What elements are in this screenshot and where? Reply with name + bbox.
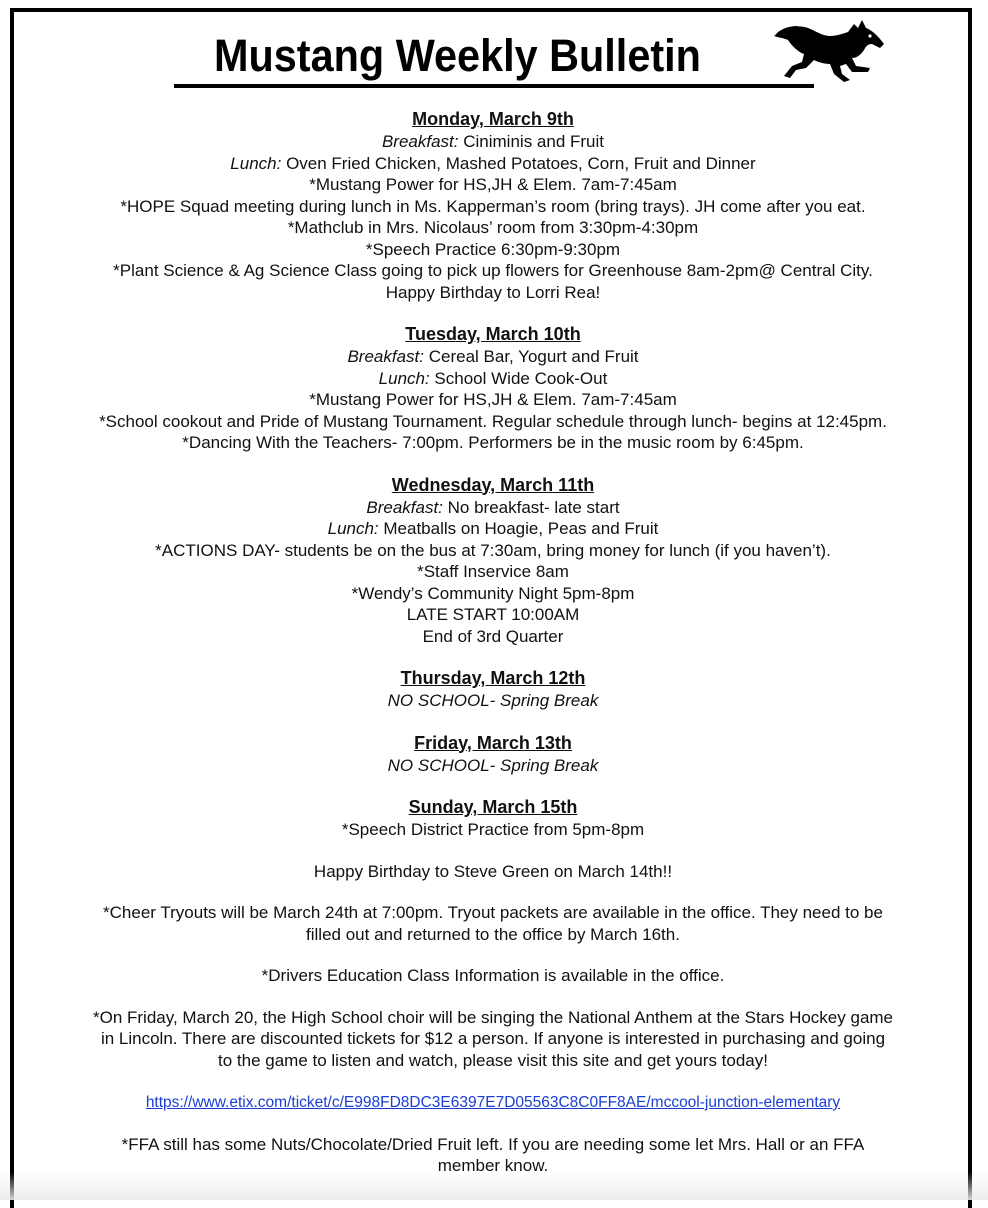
list-item: *Speech Practice 6:30pm-9:30pm: [20, 239, 966, 261]
ticket-link-row: [20, 1091, 966, 1114]
choir-announcement: [20, 1007, 966, 1072]
announcement-text: *Drivers Education Class Information is available in the office.: [20, 965, 966, 987]
list-item: Happy Birthday to Lorri Rea!: [20, 282, 966, 304]
lunch-text: Oven Fried Chicken, Mashed Potatoes, Corn, Fruit and Dinner: [281, 154, 755, 173]
bottom-fade: [0, 1172, 988, 1200]
breakfast-line: [20, 497, 966, 519]
breakfast-line: [20, 131, 966, 153]
list-item: *School cookout and Pride of Mustang Tournament. Regular schedule through lunch- begins at 12:45pm.: [20, 411, 966, 433]
ffa-announcement: [20, 1134, 966, 1177]
breakfast-label: Breakfast:: [382, 132, 459, 151]
list-item: *Mustang Power for HS,JH & Elem. 7am-7:45am: [20, 174, 966, 196]
day-thursday: [20, 667, 966, 712]
title-underline: [174, 84, 814, 88]
birthday-announcement: [20, 861, 966, 883]
day-heading: Tuesday, March 10th: [20, 323, 966, 346]
day-heading: Friday, March 13th: [20, 732, 966, 755]
list-item: *Plant Science & Ag Science Class going to pick up flowers for Greenhouse 8am-2pm@ Central City.: [20, 260, 966, 282]
cheer-announcement: [20, 902, 966, 945]
title-area: [174, 28, 824, 88]
lunch-line: [20, 153, 966, 175]
day-heading: Sunday, March 15th: [20, 796, 966, 819]
day-note: NO SCHOOL- Spring Break: [20, 690, 966, 712]
breakfast-text: No breakfast- late start: [443, 498, 620, 517]
list-item: End of 3rd Quarter: [20, 626, 966, 648]
drivers-ed-announcement: [20, 965, 966, 987]
day-tuesday: [20, 323, 966, 454]
announcement-text: *On Friday, March 20, the High School choir will be singing the National Anthem at the Stars Hockey game: [20, 1007, 966, 1029]
day-heading: Wednesday, March 11th: [20, 474, 966, 497]
list-item: *ACTIONS DAY- students be on the bus at 7:30am, bring money for lunch (if you haven’t).: [20, 540, 966, 562]
lunch-line: [20, 518, 966, 540]
ticket-link[interactable]: https://www.etix.com/ticket/c/E998FD8DC3E6397E7D05563C8C0FF8AE/mccool-junction-elementary: [146, 1094, 840, 1111]
announcement-text: in Lincoln. There are discounted tickets for $12 a person. If anyone is interested in purchasing and going: [20, 1028, 966, 1050]
list-item: *Wendy’s Community Night 5pm-8pm: [20, 583, 966, 605]
list-item: *HOPE Squad meeting during lunch in Ms. Kapperman’s room (bring trays). JH come after you eat.: [20, 196, 966, 218]
announcement-text: filled out and returned to the office by March 16th.: [20, 924, 966, 946]
list-item: *Mustang Power for HS,JH & Elem. 7am-7:45am: [20, 389, 966, 411]
announcement-text: Happy Birthday to Steve Green on March 14th!!: [20, 861, 966, 883]
lunch-text: Meatballs on Hoagie, Peas and Fruit: [379, 519, 659, 538]
day-heading: Monday, March 9th: [20, 108, 966, 131]
day-friday: [20, 732, 966, 777]
day-heading: Thursday, March 12th: [20, 667, 966, 690]
lunch-label: Lunch:: [230, 154, 281, 173]
announcement-text: to the game to listen and watch, please visit this site and get yours today!: [20, 1050, 966, 1072]
lunch-label: Lunch:: [379, 369, 430, 388]
list-item: *Speech District Practice from 5pm-8pm: [20, 819, 966, 841]
list-item: LATE START 10:00AM: [20, 604, 966, 626]
page-title: Mustang Weekly Bulletin: [214, 28, 701, 84]
day-monday: [20, 108, 966, 303]
mustang-horse-logo-icon: [772, 14, 888, 84]
announcement-text: member know.: [20, 1155, 966, 1177]
breakfast-text: Ciniminis and Fruit: [459, 132, 605, 151]
announcement-text: *Cheer Tryouts will be March 24th at 7:00pm. Tryout packets are available in the office. They need to be: [20, 902, 966, 924]
announcement-text: *FFA still has some Nuts/Chocolate/Dried Fruit left. If you are needing some let Mrs. Hall or an FFA: [20, 1134, 966, 1156]
breakfast-label: Breakfast:: [347, 347, 424, 366]
breakfast-text: Cereal Bar, Yogurt and Fruit: [424, 347, 639, 366]
bulletin-content: [20, 108, 966, 1197]
breakfast-label: Breakfast:: [366, 498, 443, 517]
day-sunday: [20, 796, 966, 841]
lunch-text: School Wide Cook-Out: [430, 369, 608, 388]
lunch-line: [20, 368, 966, 390]
day-note: NO SCHOOL- Spring Break: [20, 755, 966, 777]
list-item: *Staff Inservice 8am: [20, 561, 966, 583]
breakfast-line: [20, 346, 966, 368]
list-item: *Dancing With the Teachers- 7:00pm. Performers be in the music room by 6:45pm.: [20, 432, 966, 454]
lunch-label: Lunch:: [328, 519, 379, 538]
day-wednesday: [20, 474, 966, 648]
list-item: *Mathclub in Mrs. Nicolaus’ room from 3:30pm-4:30pm: [20, 217, 966, 239]
